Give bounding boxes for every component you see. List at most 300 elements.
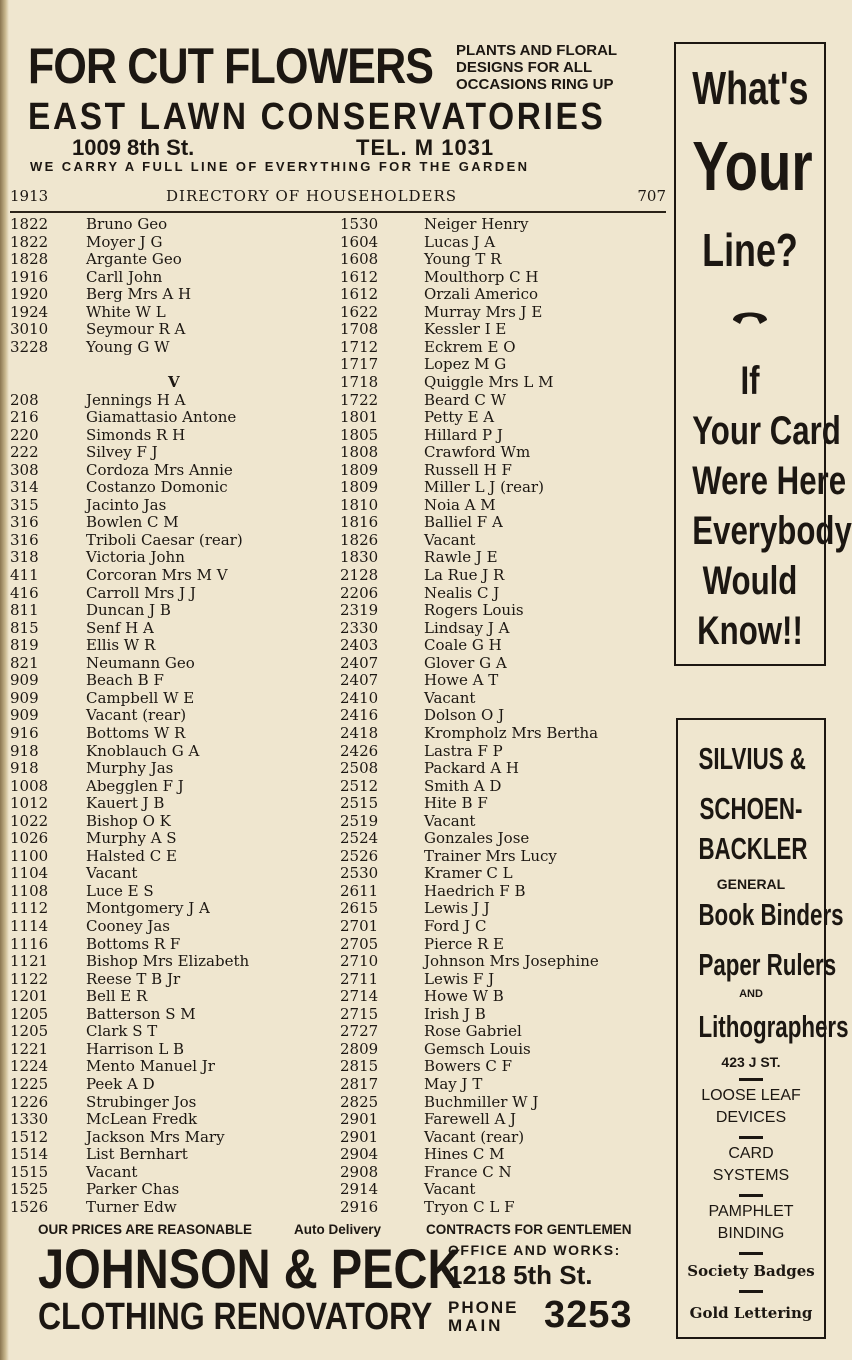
ad-service: Book Binders — [698, 897, 844, 932]
house-number: 2916 — [340, 1197, 379, 1216]
house-number: 314 — [10, 478, 39, 497]
householder-name: Turner Edw — [86, 1197, 177, 1216]
directory-row — [10, 286, 666, 304]
householder-name: Vacant — [424, 688, 476, 707]
householder-name: Vacant (rear) — [86, 706, 187, 725]
householder-name: Irish J B — [424, 1004, 486, 1023]
ad-service-text: CARD — [728, 1145, 774, 1162]
householder-name: Lopez M G — [424, 355, 507, 374]
householder-name: Howe A T — [424, 671, 499, 690]
householder-name: Bruno Geo — [86, 215, 168, 233]
house-number: 1718 — [340, 372, 379, 391]
house-number: 2526 — [340, 846, 379, 865]
householder-name: Gemsch Louis — [424, 1039, 531, 1058]
directory-row — [10, 953, 666, 971]
house-number: 1828 — [10, 250, 49, 269]
page-edge-shadow — [0, 0, 9, 1360]
house-number: 1514 — [10, 1145, 49, 1164]
bottom-ad-service: CLOTHING RENOVATORY — [38, 1296, 433, 1338]
section-letter: V — [168, 372, 180, 391]
house-number: 2515 — [340, 794, 379, 813]
householder-name: Dolson O J — [424, 706, 505, 725]
directory-row — [10, 795, 666, 813]
house-number: 1112 — [10, 899, 49, 918]
house-number: 2524 — [340, 829, 379, 848]
ad-line: Would — [702, 559, 798, 603]
directory-row — [10, 567, 666, 585]
householder-name: Johnson Mrs Josephine — [424, 952, 599, 971]
householder-name: Miller L J (rear) — [424, 478, 544, 497]
directory-row — [10, 707, 666, 725]
householder-name: White W L — [86, 302, 166, 321]
right-advertisement-bookbinders — [676, 718, 849, 1339]
directory-row — [10, 1181, 666, 1199]
householder-name: Moulthorp C H — [424, 267, 539, 286]
ad-extra: Gold Lettering — [689, 1304, 813, 1322]
header-year: 1913 — [10, 187, 49, 205]
householder-name: Seymour R A — [86, 320, 186, 339]
bottom-ad-contracts: CONTRACTS FOR GENTLEMEN — [426, 1222, 632, 1237]
householder-name: Kauert J B — [86, 794, 165, 813]
telephone-receiver-icon — [730, 306, 770, 328]
house-number: 2727 — [340, 1022, 379, 1041]
householder-name: France C N — [424, 1162, 512, 1181]
householder-name: Hillard P J — [424, 425, 503, 444]
house-number: 1225 — [10, 1074, 49, 1093]
house-number: 1924 — [10, 302, 49, 321]
householder-name: Giamattasio Antone — [86, 408, 237, 427]
householder-name: Carll John — [86, 267, 163, 286]
householder-name: Ford J C — [424, 917, 487, 935]
house-number: 2908 — [340, 1162, 379, 1181]
house-number: 2418 — [340, 723, 379, 742]
directory-row — [10, 672, 666, 690]
householder-name: Abegglen F J — [86, 776, 184, 795]
house-number: 2817 — [340, 1074, 379, 1093]
house-number: 416 — [10, 583, 39, 602]
house-number: 2403 — [340, 636, 379, 655]
house-number: 2512 — [340, 776, 379, 795]
house-number: 821 — [10, 653, 39, 672]
house-number: 1810 — [340, 495, 379, 514]
ad-business-name: BACKLER — [698, 831, 808, 866]
house-number: 1526 — [10, 1197, 49, 1216]
directory-row — [10, 514, 666, 532]
top-ad-tagline-line: PLANTS AND FLORAL — [456, 42, 618, 59]
ad-service: Lithographers — [698, 1009, 849, 1044]
house-number: 916 — [10, 723, 39, 742]
house-number: 2714 — [340, 987, 379, 1006]
householder-name: Lastra F P — [424, 741, 503, 760]
ad-service-text: PAMPHLET — [708, 1203, 794, 1220]
top-ad-address: 1009 8th St. — [72, 135, 195, 160]
house-number: 2319 — [340, 601, 379, 620]
householder-name: Cordoza Mrs Annie — [86, 460, 233, 479]
ad-line: Your Card — [692, 409, 841, 453]
directory-row — [10, 216, 666, 234]
top-ad-slogan: WE CARRY A FULL LINE OF EVERYTHING FOR THE GARDEN — [30, 159, 530, 174]
house-number: 1830 — [340, 548, 379, 567]
householder-name: Bishop Mrs Elizabeth — [86, 952, 250, 971]
householder-name: Rose Gabriel — [424, 1022, 522, 1041]
house-number: 2815 — [340, 1057, 379, 1076]
bottom-ad-phone-label: PHONE — [448, 1298, 519, 1317]
house-number: 1116 — [10, 934, 49, 953]
house-number: 1604 — [340, 232, 379, 251]
householder-name: Batterson S M — [86, 1004, 196, 1023]
house-number: 1026 — [10, 829, 49, 848]
house-number: 819 — [10, 636, 39, 655]
house-number: 1122 — [10, 969, 49, 988]
house-number: 1612 — [340, 267, 379, 286]
directory-row — [10, 549, 666, 567]
householder-name: Bell E R — [86, 987, 148, 1006]
header-rule — [10, 211, 666, 213]
directory-row — [10, 865, 666, 883]
householder-name: Moyer J G — [86, 232, 163, 251]
ad-service-text: SYSTEMS — [712, 1167, 790, 1184]
householder-name: Lucas J A — [424, 232, 496, 251]
householder-name: Costanzo Domonic — [86, 478, 228, 497]
householder-name: Lindsay J A — [424, 618, 510, 637]
householder-name: Neiger Henry — [424, 215, 529, 233]
header-page-number: 707 — [637, 187, 666, 205]
house-number: 1608 — [340, 250, 379, 269]
house-number: 2410 — [340, 688, 379, 707]
ad-divider — [739, 1136, 763, 1139]
ad-divider — [739, 1290, 763, 1293]
householder-name: Strubinger Jos — [86, 1092, 197, 1111]
directory-row — [10, 339, 666, 357]
directory-row — [10, 743, 666, 761]
house-number: 909 — [10, 671, 39, 690]
house-number: 2508 — [340, 759, 379, 778]
house-number: 1708 — [340, 320, 379, 339]
householder-name: Peek A D — [86, 1074, 155, 1093]
householder-name: Vacant — [424, 1180, 476, 1199]
house-number: 2711 — [340, 969, 379, 988]
house-number: 315 — [10, 495, 39, 514]
householder-name: Neumann Geo — [86, 653, 195, 672]
householder-name: Pierce R E — [424, 934, 504, 953]
house-number: 918 — [10, 741, 39, 760]
directory-row — [10, 813, 666, 831]
directory-row — [10, 988, 666, 1006]
directory-row — [10, 479, 666, 497]
householder-name: Smith A D — [424, 776, 502, 795]
header-title: DIRECTORY OF HOUSEHOLDERS — [166, 187, 458, 205]
directory-row — [10, 1094, 666, 1112]
householder-name: Noia A M — [424, 495, 496, 514]
householder-name: Corcoran Mrs M V — [86, 566, 228, 584]
house-number: 1114 — [10, 917, 49, 935]
householder-name: Duncan J B — [86, 601, 171, 620]
top-ad-tagline-line: DESIGNS FOR ALL — [456, 59, 593, 76]
house-number: 1809 — [340, 460, 379, 479]
top-ad-telephone: TEL. M 1031 — [356, 135, 495, 160]
house-number: 318 — [10, 548, 39, 567]
bottom-advertisement — [36, 1220, 640, 1340]
directory-row — [10, 427, 666, 445]
householder-name: Bowers C F — [424, 1057, 513, 1076]
house-number: 1100 — [10, 846, 49, 865]
house-number: 1205 — [10, 1004, 49, 1023]
householder-name: Murray Mrs J E — [424, 302, 543, 321]
directory-row — [10, 269, 666, 287]
house-number: 2809 — [340, 1039, 379, 1058]
top-ad-tagline-line: OCCASIONS RING UP — [456, 76, 614, 93]
house-number: 811 — [10, 601, 39, 620]
householder-name: McLean Fredk — [86, 1110, 198, 1129]
house-number: 2530 — [340, 864, 379, 883]
house-number: 2206 — [340, 583, 379, 602]
householder-name: Cooney Jas — [86, 917, 170, 935]
ad-line: Line? — [702, 224, 798, 276]
householder-name: Petty E A — [424, 408, 495, 427]
house-number: 2825 — [340, 1092, 379, 1111]
directory-row — [10, 655, 666, 673]
directory-row — [10, 321, 666, 339]
ad-business-name: SILVIUS & — [698, 741, 806, 776]
house-number: 1226 — [10, 1092, 49, 1111]
householder-name: Vacant — [424, 530, 476, 549]
house-number: 2128 — [340, 566, 379, 584]
house-number: 918 — [10, 759, 39, 778]
householder-name: La Rue J R — [424, 566, 505, 584]
top-ad-tagline — [456, 42, 617, 93]
directory-row — [10, 1076, 666, 1094]
house-number: 1121 — [10, 952, 49, 971]
house-number: 1722 — [340, 390, 379, 409]
householder-name: Knoblauch G A — [86, 741, 200, 760]
house-number: 1512 — [10, 1127, 49, 1146]
householder-name: Murphy Jas — [86, 759, 174, 778]
householder-name: Victoria John — [86, 548, 185, 567]
house-number: 3228 — [10, 337, 49, 356]
householder-name: Russell H F — [424, 460, 512, 479]
directory-row — [10, 602, 666, 620]
house-number: 1717 — [340, 355, 379, 374]
house-number: 2615 — [340, 899, 379, 918]
householder-name: Gonzales Jose — [424, 829, 530, 848]
directory-row — [10, 936, 666, 954]
directory-row — [10, 1058, 666, 1076]
ad-service-text: LOOSE LEAF — [701, 1087, 801, 1104]
householder-name: Murphy A S — [86, 829, 177, 848]
directory-row — [10, 1111, 666, 1129]
bottom-ad-phone-number: 3253 — [544, 1294, 633, 1336]
directory-row — [10, 830, 666, 848]
householder-name: Vacant — [86, 1162, 138, 1181]
directory-row — [10, 900, 666, 918]
house-number: 1916 — [10, 267, 49, 286]
house-number: 2904 — [340, 1145, 379, 1164]
householder-name: Packard A H — [424, 759, 520, 778]
house-number: 1822 — [10, 215, 49, 233]
householder-name: Lewis J J — [424, 899, 490, 918]
ad-divider — [739, 1194, 763, 1197]
directory-row — [10, 1199, 666, 1217]
house-number: 1201 — [10, 987, 49, 1006]
directory-row — [10, 409, 666, 427]
ad-business-name: SCHOEN- — [699, 791, 803, 826]
householder-name: Haedrich F B — [424, 881, 526, 900]
ad-divider — [739, 1078, 763, 1081]
directory-row — [10, 251, 666, 269]
householder-name: Ellis W R — [86, 636, 156, 655]
householder-name: Parker Chas — [86, 1180, 180, 1199]
house-number: 1008 — [10, 776, 49, 795]
directory-row — [10, 690, 666, 708]
householder-name: Luce E S — [86, 881, 154, 900]
householder-name: Rawle J E — [424, 548, 498, 567]
householder-name: Hite B F — [424, 794, 488, 813]
householder-name: Reese T B Jr — [86, 969, 181, 988]
house-number: 1805 — [340, 425, 379, 444]
householder-name: Campbell W E — [86, 688, 195, 707]
house-number: 1808 — [340, 443, 379, 462]
house-number: 2914 — [340, 1180, 379, 1199]
ad-address: 423 J ST. — [721, 1054, 781, 1070]
house-number: 1525 — [10, 1180, 49, 1199]
householder-name: Balliel F A — [424, 513, 503, 532]
householder-name: Kramer C L — [424, 864, 513, 883]
house-number: 1801 — [340, 408, 379, 427]
house-number: 3010 — [10, 320, 49, 339]
directory-row — [10, 1146, 666, 1164]
householder-name: Farewell A J — [424, 1110, 517, 1129]
directory-row — [10, 1164, 666, 1182]
house-number: 1822 — [10, 232, 49, 251]
directory-row — [10, 883, 666, 901]
directory-row — [10, 234, 666, 252]
house-number: 216 — [10, 408, 39, 427]
ad-line: If — [740, 359, 760, 403]
house-number: 316 — [10, 513, 39, 532]
house-number: 222 — [10, 443, 39, 462]
bottom-ad-name: JOHNSON & PECK — [38, 1237, 462, 1300]
directory-row — [10, 1129, 666, 1147]
right-advertisement-your-line — [674, 42, 852, 666]
householder-name: Vacant (rear) — [424, 1127, 525, 1146]
directory-row — [10, 444, 666, 462]
house-number: 1104 — [10, 864, 49, 883]
house-number: 1530 — [340, 215, 379, 233]
householder-name: List Bernhart — [86, 1145, 188, 1164]
house-number: 220 — [10, 425, 39, 444]
householder-name: Orzali Americo — [424, 285, 539, 304]
directory-row — [10, 1023, 666, 1041]
house-number: 909 — [10, 688, 39, 707]
house-number: 2519 — [340, 811, 379, 830]
directory-row — [10, 532, 666, 550]
householder-name: Trainer Mrs Lucy — [424, 846, 557, 865]
householder-name: Jackson Mrs Mary — [86, 1127, 225, 1146]
top-ad-headline-row — [28, 38, 636, 94]
top-ad-headline: FOR CUT FLOWERS — [28, 38, 434, 94]
ad-divider — [739, 1252, 763, 1255]
householder-name: Beach B F — [86, 671, 164, 690]
ad-service-text: DEVICES — [715, 1109, 787, 1126]
house-number: 1515 — [10, 1162, 49, 1181]
householder-name: Vacant — [424, 811, 476, 830]
householder-name: Bottoms R F — [86, 934, 181, 953]
top-advertisement — [28, 38, 636, 176]
householder-name: Bishop O K — [86, 811, 171, 830]
directory-row — [10, 1006, 666, 1024]
directory-row — [10, 392, 666, 410]
house-number: 2611 — [340, 881, 379, 900]
householder-name: Kessler I E — [424, 320, 507, 339]
householder-name: Beard C W — [424, 390, 507, 409]
householder-name: Simonds R H — [86, 425, 186, 444]
directory-row — [10, 462, 666, 480]
directory-row — [10, 637, 666, 655]
householder-name: Lewis F J — [424, 969, 495, 988]
ad-line: Know!! — [697, 609, 803, 653]
householder-name: Krompholz Mrs Bertha — [424, 723, 599, 742]
householder-name: Quiggle Mrs L M — [424, 372, 554, 391]
ad-line: What's — [692, 62, 809, 114]
directory-row — [10, 918, 666, 936]
house-number: 1221 — [10, 1039, 49, 1058]
house-number: 2407 — [340, 653, 379, 672]
directory-row — [10, 356, 666, 374]
householder-name: Vacant — [86, 864, 138, 883]
house-number: 2701 — [340, 917, 379, 935]
householder-name: Mento Manuel Jr — [86, 1057, 215, 1076]
house-number: 308 — [10, 460, 39, 479]
house-number: 2901 — [340, 1110, 379, 1129]
householder-name: Jennings H A — [86, 390, 186, 409]
householder-name: Rogers Louis — [424, 601, 524, 620]
house-number: 2426 — [340, 741, 379, 760]
ad-service-text: BINDING — [717, 1225, 785, 1242]
householder-name: Triboli Caesar (rear) — [86, 530, 243, 549]
house-number: 2710 — [340, 952, 379, 971]
ad-service: Paper Rulers — [698, 947, 837, 982]
householder-name: Bowlen C M — [86, 513, 179, 532]
house-number: 1330 — [10, 1110, 49, 1129]
householder-name: Eckrem E O — [424, 337, 516, 356]
directory-row — [10, 971, 666, 989]
householder-name: Young G W — [86, 337, 170, 356]
house-number: 2705 — [340, 934, 379, 953]
house-number: 1816 — [340, 513, 379, 532]
ad-and: AND — [739, 988, 763, 1000]
householder-name: Nealis C J — [424, 583, 500, 602]
ad-general: GENERAL — [716, 876, 786, 892]
householder-name: Crawford Wm — [424, 443, 531, 462]
directory-row — [10, 848, 666, 866]
householder-name: Young T R — [424, 250, 502, 269]
householder-name: Clark S T — [86, 1022, 158, 1041]
ad-line: Everybody — [692, 509, 852, 553]
house-number: 1809 — [340, 478, 379, 497]
house-number: 2330 — [340, 618, 379, 637]
bottom-ad-office-address: 1218 5th St. — [448, 1260, 593, 1290]
house-number: 2416 — [340, 706, 379, 725]
house-number: 909 — [10, 706, 39, 725]
house-number: 1826 — [340, 530, 379, 549]
bottom-ad-prices: OUR PRICES ARE REASONABLE — [38, 1222, 253, 1237]
householder-name: Senf H A — [86, 618, 154, 637]
householder-name: May J T — [424, 1074, 483, 1093]
house-number: 411 — [10, 566, 39, 584]
house-number: 1205 — [10, 1022, 49, 1041]
householder-name: Montgomery J A — [86, 899, 210, 918]
ad-line: Your — [692, 127, 813, 205]
